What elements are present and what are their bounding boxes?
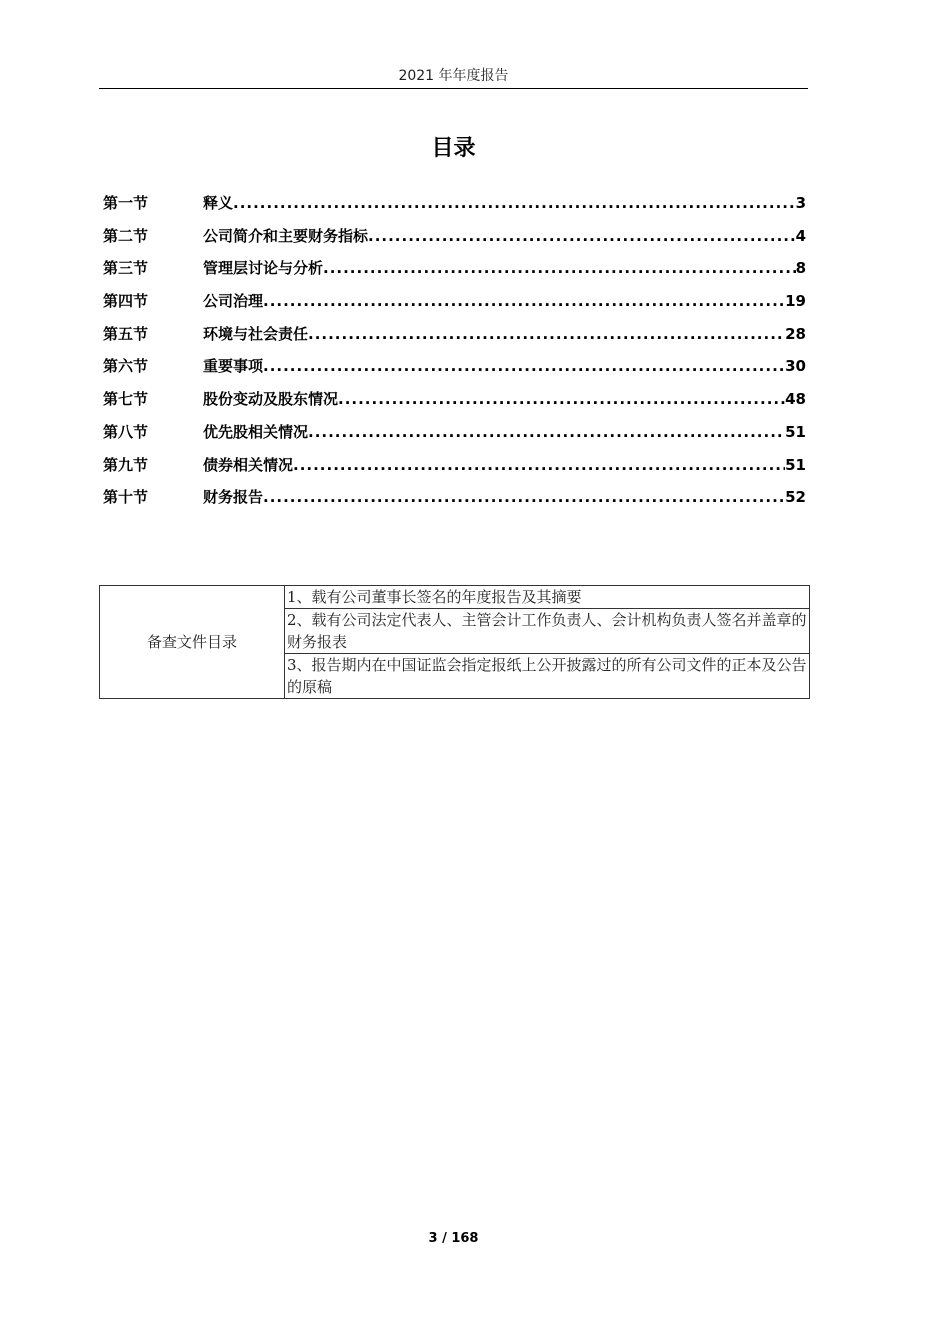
toc-page-number: 51 (785, 455, 806, 474)
toc-section-number: 第四节 (103, 292, 149, 311)
toc-section-number: 第三节 (103, 259, 149, 278)
toc-entry[interactable] (103, 256, 806, 289)
toc-entry[interactable] (103, 453, 806, 486)
toc-page-number: 28 (785, 324, 806, 343)
toc-section-label: 债券相关情况 (203, 455, 294, 474)
toc-entry[interactable] (103, 191, 806, 224)
toc-section-label: 释义 (203, 194, 234, 212)
toc-section-number: 第十节 (103, 488, 149, 507)
toc-section-label: 优先股相关情况 (203, 422, 309, 441)
page-header: 2021 年年度报告 (398, 68, 509, 84)
toc-entry[interactable] (103, 224, 806, 257)
toc-section-number: 第八节 (103, 422, 149, 441)
toc-page-number: 19 (785, 292, 806, 311)
toc-leader-dots (263, 354, 785, 378)
reference-document-item: 3、报告期内在中国证监会指定报纸上公开披露过的所有公司文件的正本及公告的原稿 (285, 654, 810, 699)
toc-entry[interactable] (103, 322, 806, 355)
toc-leader-dots (263, 485, 785, 509)
toc-page-number: 8 (795, 259, 806, 278)
reference-document-item: 1、载有公司董事长签名的年度报告及其摘要 (285, 586, 810, 609)
toc-entry[interactable] (103, 354, 806, 387)
toc-section-label: 财务报告 (203, 488, 264, 507)
toc-entry[interactable] (103, 485, 806, 518)
reference-document-item: 2、载有公司法定代表人、主管会计工作负责人、会计机构负责人签名并盖章的财务报表 (285, 609, 810, 654)
toc-section-number: 第九节 (103, 455, 149, 474)
toc-leader-dots (233, 191, 796, 215)
toc-section-label: 公司简介和主要财务指标 (203, 226, 369, 245)
toc-leader-dots (323, 256, 796, 280)
toc-section-label: 重要事项 (203, 357, 264, 376)
toc-section-number: 第六节 (103, 357, 149, 376)
toc-entry[interactable] (103, 289, 806, 322)
toc-page-number: 30 (785, 357, 806, 376)
table-row (100, 586, 810, 609)
header-divider (99, 88, 808, 89)
toc-leader-dots (308, 420, 785, 444)
toc-entry[interactable] (103, 387, 806, 420)
toc-page-number: 3 (795, 194, 806, 212)
table-of-contents (103, 191, 806, 518)
page-number-footer: 3 / 168 (428, 1231, 479, 1246)
toc-page-number: 4 (795, 226, 806, 245)
toc-leader-dots (263, 289, 785, 313)
toc-section-number: 第五节 (103, 324, 149, 343)
toc-section-number: 第二节 (103, 226, 149, 245)
toc-page-number: 51 (785, 422, 806, 441)
reference-documents-table (99, 585, 810, 699)
toc-page-number: 48 (785, 390, 806, 409)
reference-documents-heading: 备查文件目录 (100, 586, 285, 699)
toc-title: 目录 (431, 136, 476, 161)
toc-leader-dots (293, 453, 785, 477)
toc-section-number: 第七节 (103, 390, 149, 409)
toc-page-number: 52 (785, 488, 806, 507)
toc-section-label: 股份变动及股东情况 (203, 390, 339, 409)
toc-section-number: 第一节 (103, 194, 149, 212)
toc-leader-dots (368, 224, 796, 248)
toc-leader-dots (338, 387, 785, 411)
toc-section-label: 管理层讨论与分析 (203, 259, 324, 278)
toc-section-label: 公司治理 (203, 292, 264, 311)
toc-section-label: 环境与社会责任 (203, 324, 309, 343)
toc-entry[interactable] (103, 420, 806, 453)
toc-leader-dots (308, 322, 785, 346)
